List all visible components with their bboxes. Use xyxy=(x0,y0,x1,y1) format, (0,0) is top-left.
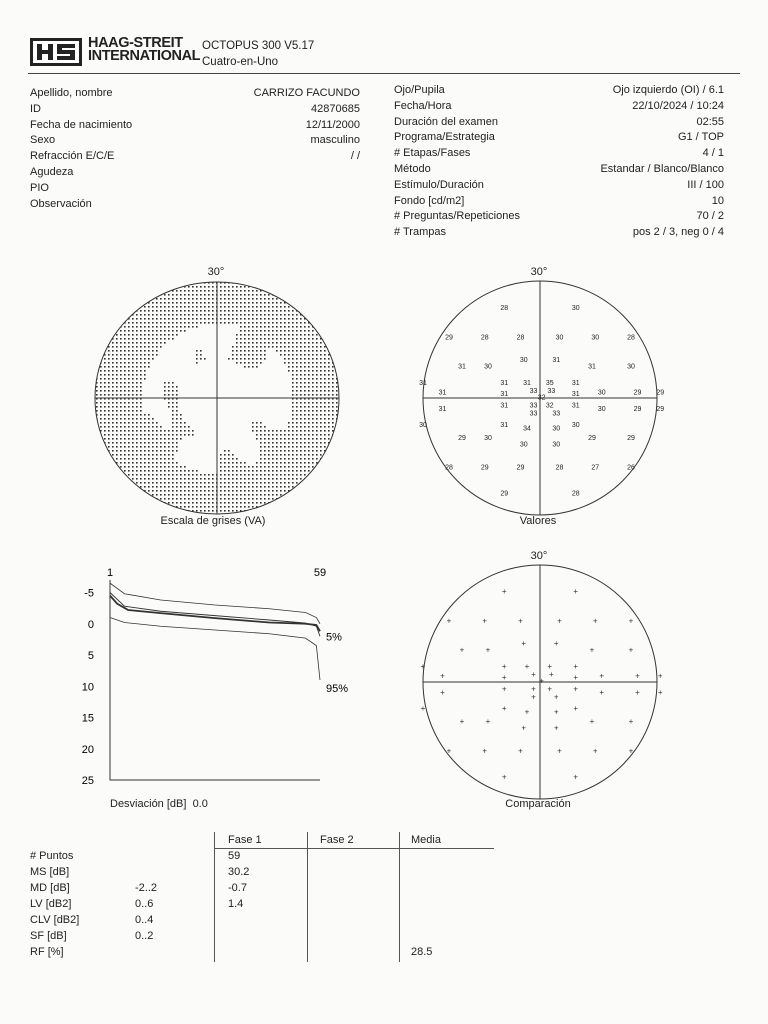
sensitivity-value: 30 xyxy=(571,305,580,312)
comparison-symbol: + xyxy=(599,687,605,697)
values-caption: Valores xyxy=(519,515,557,527)
sensitivity-value: 32 xyxy=(537,394,546,402)
sensitivity-value: 28 xyxy=(555,464,564,472)
brand-line-1: HAAG-STREIT xyxy=(88,35,183,51)
comparison-symbol: + xyxy=(557,616,562,626)
comparison-symbol: + xyxy=(501,704,507,713)
sensitivity-value: 33 xyxy=(547,387,556,395)
comparison-symbol: + xyxy=(573,587,579,596)
comparison-symbol: + xyxy=(518,746,523,756)
info-value: 10 xyxy=(711,194,724,207)
info-row xyxy=(394,115,724,131)
info-row xyxy=(30,197,360,213)
comparison-symbol: + xyxy=(628,717,634,726)
sensitivity-value: 31 xyxy=(571,402,580,410)
comparison-symbol: + xyxy=(459,717,465,726)
info-row xyxy=(30,181,360,197)
comparison-symbol: + xyxy=(628,616,634,626)
stat-normal-range: 0..4 xyxy=(135,914,154,926)
comparison-symbol: + xyxy=(573,684,579,694)
comparison-symbol: + xyxy=(573,661,579,671)
sensitivity-value: 29 xyxy=(633,405,642,413)
info-value: masculino xyxy=(310,134,360,147)
info-value: 02:55 xyxy=(696,115,724,128)
stat-media: 28.5 xyxy=(411,946,433,958)
stat-fase-1: 59 xyxy=(228,850,241,862)
percentile-95-label: 95% xyxy=(326,683,349,696)
sensitivity-value: 28 xyxy=(445,464,453,472)
info-row xyxy=(30,102,360,118)
stats-header-rule xyxy=(214,848,494,849)
sensitivity-value: 34 xyxy=(523,425,531,433)
values-angle-label: 30° xyxy=(530,266,548,278)
info-label: Observación xyxy=(30,197,92,210)
comparison-symbol: + xyxy=(553,707,559,717)
comparison-symbol: + xyxy=(482,616,488,626)
sensitivity-value: 32 xyxy=(545,402,554,410)
greyscale-caption: Escala de grises (VA) xyxy=(160,515,266,527)
comparison-symbol: + xyxy=(531,684,536,694)
info-label: Fecha/Hora xyxy=(394,99,452,112)
stat-fase-1: -0.7 xyxy=(228,882,247,894)
sensitivity-value: 28 xyxy=(571,490,580,498)
comparison-symbol: + xyxy=(440,671,445,681)
info-row xyxy=(394,178,724,194)
deviation-label: Desviación [dB] xyxy=(110,798,187,810)
info-row xyxy=(30,149,360,165)
comparison-symbol: + xyxy=(599,671,605,681)
comparison-symbol: + xyxy=(485,645,491,655)
haag-streit-logo-mark xyxy=(30,38,82,66)
stat-normal-range: 0..2 xyxy=(135,930,154,942)
y-tick-label: 5 xyxy=(87,650,94,662)
sensitivity-value: 33 xyxy=(529,387,538,395)
sensitivity-value: 29 xyxy=(633,389,642,397)
info-value: 4 / 1 xyxy=(702,147,724,160)
info-label: Fecha de nacimiento xyxy=(30,118,133,131)
info-value: pos 2 / 3, neg 0 / 4 xyxy=(632,226,724,239)
comparison-symbol: + xyxy=(549,669,554,679)
comparison-symbol: + xyxy=(446,746,452,756)
stat-label: RF [%] xyxy=(30,946,64,958)
sensitivity-value: 30 xyxy=(597,405,606,413)
sensitivity-value: 29 xyxy=(458,435,466,442)
sensitivity-value: 31 xyxy=(500,422,509,429)
lower-limit-curve xyxy=(110,618,320,681)
comparison-symbol: + xyxy=(547,684,553,694)
info-row xyxy=(394,194,724,210)
info-value: III / 100 xyxy=(687,178,724,191)
comparison-angle-label: 30° xyxy=(530,550,548,562)
comparison-symbol: + xyxy=(553,723,559,733)
stat-label: MD [dB] xyxy=(30,882,70,894)
y-tick-label: 20 xyxy=(81,743,94,756)
sensitivity-value: 35 xyxy=(545,379,554,387)
info-row xyxy=(394,146,724,162)
comparison-symbol: + xyxy=(501,772,507,782)
info-label: Programa/Estrategia xyxy=(394,131,495,144)
stat-fase-1: 1.4 xyxy=(228,898,244,910)
comparison-symbol: + xyxy=(628,645,634,655)
comparison-symbol: + xyxy=(518,616,523,626)
info-label: Agudeza xyxy=(30,165,74,178)
stat-label: # Puntos xyxy=(30,850,74,862)
comparison-symbol: + xyxy=(553,692,559,702)
info-row xyxy=(394,99,724,115)
sensitivity-value: 31 xyxy=(500,402,509,410)
y-tick-label: -5 xyxy=(84,587,94,600)
comparison-symbol: + xyxy=(635,671,640,681)
y-tick-label: 10 xyxy=(81,681,94,694)
sensitivity-value: 30 xyxy=(597,389,606,397)
sensitivity-value: 30 xyxy=(555,334,564,342)
sensitivity-value: 27 xyxy=(591,464,600,472)
stat-label: MS [dB] xyxy=(30,866,70,878)
info-label: # Trampas xyxy=(394,226,446,239)
comparison-symbol: + xyxy=(657,671,663,681)
sensitivity-value: 31 xyxy=(458,363,466,371)
sensitivity-value: 28 xyxy=(480,334,489,342)
greyscale-angle-label: 30° xyxy=(207,266,225,278)
sensitivity-value: 28 xyxy=(627,334,635,342)
info-value: Estandar / Blanco/Blanco xyxy=(600,162,724,175)
values-plot xyxy=(419,280,665,516)
device-model: OCTOPUS 300 V5.17 xyxy=(202,40,315,52)
stat-normal-range: -2..2 xyxy=(135,882,158,894)
sensitivity-value: 31 xyxy=(419,379,427,387)
comparison-symbol: + xyxy=(420,661,426,671)
plot-axes xyxy=(110,580,320,780)
info-label: PIO xyxy=(30,181,49,194)
stat-label: SF [dB] xyxy=(30,930,67,942)
comparison-symbol: + xyxy=(553,639,559,648)
x-end-label: 59 xyxy=(313,567,327,579)
info-label: Sexo xyxy=(30,134,56,147)
greyscale-axes xyxy=(95,282,339,514)
percentile-5-label: 5% xyxy=(326,631,342,644)
sensitivity-value: 30 xyxy=(552,441,561,449)
sensitivity-value: 30 xyxy=(519,357,528,364)
info-label: Refracción E/C/E xyxy=(30,150,115,163)
info-label: Apellido, nombre xyxy=(30,87,113,99)
info-label: Ojo/Pupila xyxy=(394,84,445,96)
sensitivity-value: 30 xyxy=(552,425,561,433)
info-value: 70 / 2 xyxy=(696,210,724,223)
sensitivity-value: 28 xyxy=(500,305,509,312)
col-fase-1: Fase 1 xyxy=(228,834,262,846)
info-label: Fondo [cd/m2] xyxy=(394,194,465,207)
sensitivity-value: 29 xyxy=(445,334,453,342)
sensitivity-value: 29 xyxy=(500,490,509,498)
comparison-symbol: + xyxy=(573,772,579,782)
stat-fase-1: 30.2 xyxy=(228,866,250,878)
sensitivity-value: 26 xyxy=(627,464,635,472)
comparison-symbol: + xyxy=(524,661,530,671)
sensitivity-value: 29 xyxy=(627,435,635,442)
comparison-symbol: + xyxy=(440,687,445,697)
info-label: # Etapas/Fases xyxy=(394,147,471,160)
info-label: Método xyxy=(394,162,431,175)
sensitivity-value: 30 xyxy=(627,363,635,371)
info-value: 12/11/2000 xyxy=(305,118,360,131)
exam-info xyxy=(394,83,724,241)
info-label: # Preguntas/Repeticiones xyxy=(394,210,520,223)
sensitivity-value: 31 xyxy=(500,379,509,387)
info-value: 42870685 xyxy=(311,102,360,115)
sensitivity-value: 31 xyxy=(588,363,596,371)
sensitivity-value: 31 xyxy=(523,379,531,387)
info-row xyxy=(394,162,724,178)
sensitivity-value: 31 xyxy=(552,357,561,364)
sensitivity-value: 31 xyxy=(500,391,509,399)
stats-col-divider-1 xyxy=(214,832,215,962)
comparison-symbol: + xyxy=(573,673,579,683)
comparison-symbol: + xyxy=(573,704,579,713)
sensitivity-value: 31 xyxy=(571,391,580,399)
comparison-symbol: + xyxy=(547,661,553,671)
comparison-symbol: + xyxy=(501,684,507,694)
sensitivity-value: 30 xyxy=(484,435,492,442)
info-value: CARRIZO FACUNDO xyxy=(253,87,360,99)
sensitivity-value: 31 xyxy=(571,379,580,387)
info-label: Estímulo/Duración xyxy=(394,178,484,191)
comparison-symbol: + xyxy=(485,717,491,726)
comparison-symbol: + xyxy=(592,746,598,756)
info-value: / / xyxy=(350,150,360,163)
stats-col-divider-3 xyxy=(399,832,400,962)
greyscale-plot xyxy=(94,280,340,516)
sensitivity-value: 29 xyxy=(656,389,665,397)
col-fase-2: Fase 2 xyxy=(320,834,354,846)
sensitivity-value: 33 xyxy=(529,402,538,410)
hs-logo-icon xyxy=(33,41,79,63)
comparison-symbol: + xyxy=(420,704,426,713)
info-row xyxy=(394,130,724,146)
sensitivity-value: 33 xyxy=(552,410,561,418)
comparison-symbol: + xyxy=(592,616,598,626)
comparison-symbol: + xyxy=(521,639,527,648)
comparison-symbol: + xyxy=(524,707,530,717)
comparison-symbol: + xyxy=(531,669,536,679)
comparison-symbol: + xyxy=(446,616,452,626)
info-row xyxy=(30,86,360,102)
x-start-label: 1 xyxy=(106,567,114,579)
info-row xyxy=(30,165,360,181)
sensitivity-value: 30 xyxy=(519,441,528,449)
stat-label: LV [dB2] xyxy=(30,898,72,910)
info-row xyxy=(30,118,360,134)
comparison-symbol: + xyxy=(657,687,663,697)
col-media: Media xyxy=(411,834,441,846)
comparison-plot xyxy=(420,564,663,800)
sensitivity-value: 29 xyxy=(480,464,489,472)
sensitivity-value: 29 xyxy=(588,435,596,442)
comparison-symbol: + xyxy=(589,645,595,655)
info-label: ID xyxy=(30,102,41,115)
y-tick-label: 25 xyxy=(81,775,94,787)
sensitivity-value: 31 xyxy=(438,405,447,413)
stat-normal-range: 0..6 xyxy=(135,898,154,910)
comparison-symbol: + xyxy=(521,723,527,733)
stats-col-divider-2 xyxy=(307,832,308,962)
info-row xyxy=(394,83,724,99)
patient-info xyxy=(30,86,360,212)
stat-label: CLV [dB2] xyxy=(30,914,80,926)
info-value: G1 / TOP xyxy=(677,131,724,144)
info-value: 22/10/2024 / 10:24 xyxy=(632,99,724,112)
cumulative-caption xyxy=(110,798,208,810)
comparison-symbol: + xyxy=(482,746,488,756)
info-label: Duración del examen xyxy=(394,115,498,128)
sensitivity-value: 30 xyxy=(419,422,427,429)
info-row xyxy=(30,133,360,149)
y-tick-label: 0 xyxy=(87,618,94,631)
comparison-symbol: + xyxy=(501,673,507,683)
comparison-symbol: + xyxy=(589,717,595,726)
comparison-symbol: + xyxy=(557,746,562,756)
comparison-symbol: + xyxy=(635,687,640,697)
comparison-symbol: + xyxy=(501,661,507,671)
test-type: Cuatro-en-Uno xyxy=(202,56,279,68)
deviation-value: 0.0 xyxy=(192,798,208,810)
patient-curve xyxy=(110,596,320,632)
comparison-symbol: + xyxy=(628,746,634,756)
brand-name xyxy=(88,37,200,63)
sensitivity-value: 29 xyxy=(516,464,525,472)
sensitivity-value: 28 xyxy=(516,334,525,342)
sensitivity-value: 31 xyxy=(438,389,447,397)
comparison-caption: Comparación xyxy=(505,798,571,810)
info-row xyxy=(394,209,724,225)
sensitivity-value: 29 xyxy=(656,405,665,413)
sensitivity-value: 30 xyxy=(591,334,600,342)
brand-line-2: INTERNATIONAL xyxy=(88,48,201,64)
cumulative-defect-curve xyxy=(60,560,370,820)
info-row xyxy=(394,225,724,241)
sensitivity-value: 30 xyxy=(484,363,492,371)
comparison-symbol: + xyxy=(539,676,544,686)
header-divider xyxy=(28,73,740,74)
sensitivity-value: 30 xyxy=(571,422,580,429)
comparison-symbol: + xyxy=(501,587,507,596)
comparison-symbol: + xyxy=(459,645,465,655)
sensitivity-value: 33 xyxy=(529,410,538,418)
y-tick-label: 15 xyxy=(81,712,94,725)
device-info xyxy=(202,38,314,70)
info-value: Ojo izquierdo (OI) / 6.1 xyxy=(612,84,724,96)
comparison-symbol: + xyxy=(531,692,536,702)
